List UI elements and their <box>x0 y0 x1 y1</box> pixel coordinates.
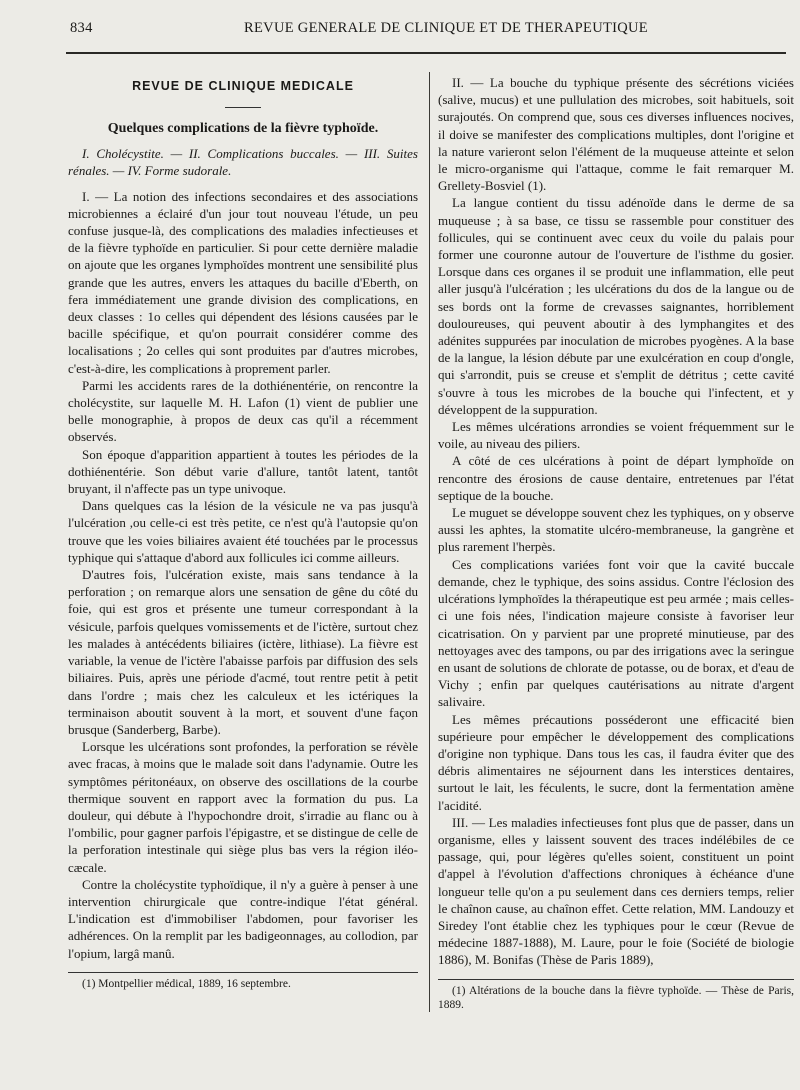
page-number: 834 <box>70 20 93 36</box>
paragraph: II. — La bouche du typhique présente des sécrétions viciées (salive, mucus) et une pullulation des microbes, soit habituels, soit surajoutés. On comprend que, sous ces diverses influences nocives, il doive se manifester des complications multiples, dont l'origine et la nature varieront selon l'élément de la muqueuse atteinte et selon le micro-organisme qui l'attaque, comme le fait remarquer M. Grellety-Bosviel (1). <box>438 75 794 194</box>
journal-title: REVUE GENERALE DE CLINIQUE ET DE THERAPEUTIQUE <box>244 20 648 36</box>
paragraph: La langue contient du tissu adénoïde dans le derme de sa muqueuse ; à sa base, ce tissu se rassemble pour constituer des follicules, qui se continuent avec ceux du voile du palais pour former une couronne autour de l'ouverture de l'isthme du gosier. Lorsque dans ces organes il se produit une inflammation, elle peut aller jusqu'à l'ulcération ; les ulcérations du dos de la langue ou de ses bords ont la forme de crevasses saignantes, horriblement douloureuses, qui peuvent aboutir à des lymphangites et des adénites suppurées par inoculation de microbes pyogènes. A la base de la langue, la lésion débute par une exulcération en coup d'ongle, qui s'arrondit, puis se creuse et s'emplit de détritus ; cette cavité s'ouvre à tous les microbes de la bouche qui l'infectent, et y développent de la suppuration. <box>438 195 794 417</box>
footnote: (1) Montpellier médical, 1889, 16 septembre. <box>82 977 291 990</box>
footnote-rule <box>68 972 418 973</box>
paragraph: I. — La notion des infections secondaires et des associations microbiennes a éclairé d'un jour tout nouveau l'étude, un peu confuse jusque-là, des complications des maladies infectieuses et de la fièvre typhoïde en particulier. Si pour cette dernière maladie on ajoute que les organes lymphoïdes montrent une sensibilité plus grande que les autres, envers les attaques du bacille d'Eberth, on fera immédiatement une grande division des complications, en deux classes : 1o celles qui dépendent des lésions causées par le bacille spécifique, et qu'on pourrait considérer comme des localisations ; 2o celles qui sont produites par d'autres microbes, c'est-à-dire, les complications à proprement parler. <box>68 188 418 376</box>
paragraph: Lorsque les ulcérations sont profondes, la perforation se révèle avec fracas, à moins que le malade soit dans l'adynamie. Outre les symptômes péritonéaux, on observe des oscillations de la courbe thermique souvent en rapport avec la formation du pus. La douleur, qui débute à l'hypochondre droit, s'irradie au flanc ou à l'ombilic, pour gagner parfois l'épigastre, et se distingue de celle de la perforation intestinale qui siège plus bas vers la région iléo-cæcale. <box>68 739 418 875</box>
right-column <box>438 74 794 1012</box>
paragraph: III. — Les maladies infectieuses font plus que de passer, dans un organisme, elles y laissent souvent des traces indélébiles de ce passage, qui, pour légères qu'elles soient, constituent un point d'appel à l'évolution d'affections chroniques à échéance d'une longueur telle qu'on a pu seulement dans ces derniers temps, relier le chaînon cause, au chaînon effet. Cette relation, MM. Landouzy et Siredey l'ont établie chez les typhiques pour le cœur (Revue de médecine 1887-1888), M. Laure, pour le foie (Société de biologie 1886), M. Bonifas (Thèse de Paris 1889), <box>438 814 794 968</box>
header-rule <box>66 52 786 54</box>
article-title: Quelques complications de la fièvre typhoïde. <box>107 121 379 137</box>
column-divider <box>429 72 430 1012</box>
paragraph: Ces complications variées font voir que la cavité buccale demande, chez le typhique, des soins assidus. Contre l'éclosion des ulcérations lymphoïdes la thérapeutique est peu armée ; mais celles-ci une fois nées, l'indication majeure consiste à favoriser leur cicatrisation. On y parvient par une propreté minutieuse, par des nettoyages avec des tampons, ou par des irrigations avec la seringue en usant de solutions de chlorate de potasse, ou de borax, et d'eau de Vichy ; enfin par quelques cautérisations au nitrate d'argent salivaire. <box>438 556 794 710</box>
paragraph: A côté de ces ulcérations à point de départ lymphoïde on rencontre des érosions de cause dentaire, entretenues par l'état septique de la bouche. <box>438 453 794 503</box>
section-rule <box>225 107 261 108</box>
paragraph: Parmi les accidents rares de la dothiénentérie, on rencontre la cholécystite, sur laquelle M. H. Lafon (1) vient de publier une belle monographie, à propos de deux cas qu'il a récemment observés. <box>68 377 418 445</box>
paragraph: Contre la cholécystite typhoïdique, il n'y a guère à penser à une intervention chirurgicale que contre-indique l'état général. L'indication est d'immobiliser l'abdomen, pour favoriser les adhérences. On la remplit par les badigeonnages, au collodion, par l'opium, largâ manû. <box>68 876 418 961</box>
footnote-rule <box>438 979 794 980</box>
running-head <box>70 20 782 42</box>
paragraph: Les mêmes précautions posséderont une efficacité bien supérieure pour empêcher le développement des complications d'origine non typhique. Dans tous les cas, il faudra éviter que des débris alimentaires ne séjournent dans les interstices dentaires, surtout le lait, les féculents, le sucre, dont la fermentation amène l'acidité. <box>438 711 794 813</box>
footnote: (1) Altérations de la bouche dans la fièvre typhoïde. — Thèse de Paris, 1889. <box>438 984 794 1011</box>
left-column <box>68 74 418 991</box>
paragraph: Dans quelques cas la lésion de la vésicule ne va pas jusqu'à l'ulcération ,ou celle-ci est très petite, ce n'est qu'à l'autopsie qu'on trouve que les voies biliaires avaient été touchées par le processus typhique qui s'attaque d'abord aux follicules ici comme ailleurs. <box>68 498 418 565</box>
paragraph: Le muguet se développe souvent chez les typhiques, on y observe aussi les aphtes, la stomatite ulcéro-membraneuse, la gangrène et plus rarement l'herpès. <box>438 505 794 555</box>
paragraph: D'autres fois, l'ulcération existe, mais sans tendance à la perforation ; on remarque alors une sensation de gêne du côté du foie, qui est gros et présente une tumeur correspondant à la vésicule, parfois quelques vomissements et de l'ictère, surtout chez les malades à antécédents biliaires (ictère, lithiase). La fièvre est variable, la venue de l'ictère l'abaisse parfois par diffusion des sels biliaires. Puis, après une période d'acmé, tout rentre petit à petit dans l'ordre ; mais chez les calculeux et les ictériques la terminaison aboutit souvent à la mort, et souvent d'une façon brusque (Sanderberg, Barbe). <box>68 567 418 737</box>
paragraph: Les mêmes ulcérations arrondies se voient fréquemment sur le voile, au niveau des piliers. <box>438 419 794 452</box>
paragraph: Son époque d'apparition appartient à toutes les périodes de la dothiénentérie. Son début varie d'allure, tantôt latent, tantôt bruyant, il n'affecte pas un type univoque. <box>68 446 418 497</box>
article-summary: I. Cholécystite. — II. Complications buccales. — III. Suites rénales. — IV. Forme sudorale. <box>68 146 418 179</box>
section-heading: REVUE DE CLINIQUE MEDICALE <box>132 79 354 93</box>
